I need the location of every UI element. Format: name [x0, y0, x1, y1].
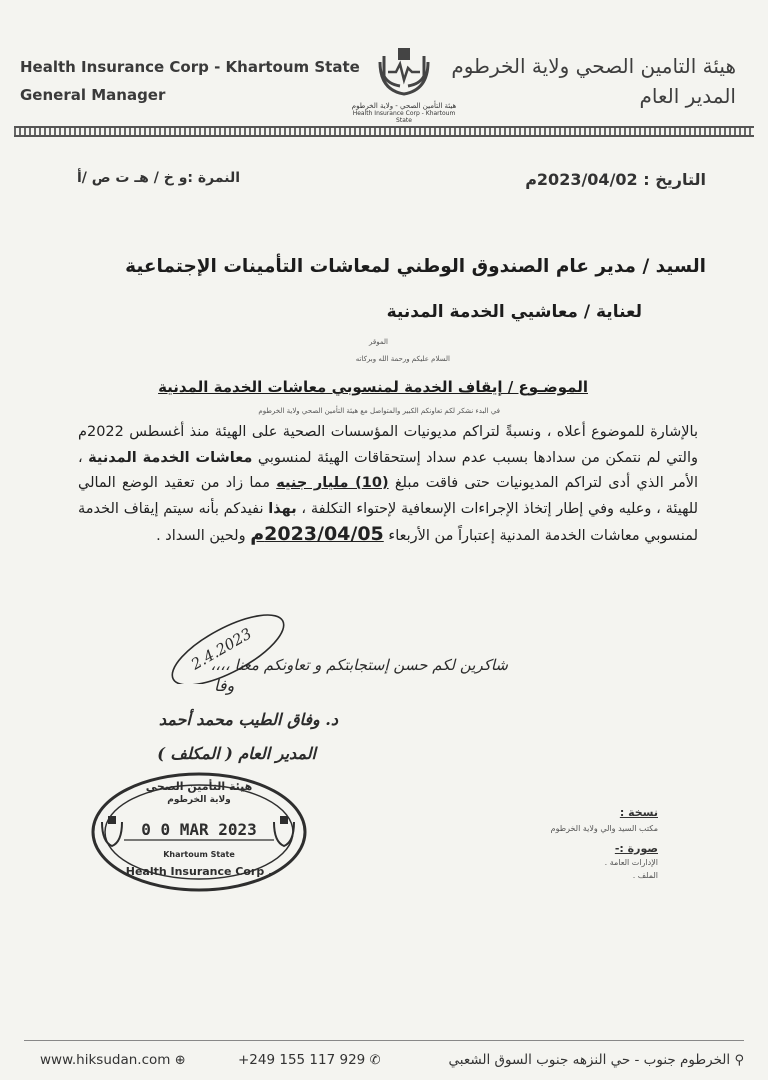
handwritten-date: 2.4.2023	[187, 624, 255, 674]
body-text-4: نفيدكم بأنه سيتم إيقاف الخدمة لمنسوبي معاشات الخدمة المدنية إعتباراً من الأربعاء	[78, 500, 698, 544]
stamp-org-en: Health Insurance Corp .	[125, 865, 273, 878]
body-text-1: بالإشارة للموضوع أعلاه ، ونسبةً لتراكم مديونيات المؤسسات الصحية على الهيئة منذ أغسطس 2022م والتي لم نتمكن من سدادها بسبب عدم سداد إستحقاقات الهيئة لمنسوبي	[78, 424, 699, 466]
reference-number: النمرة :و خ / هـ ت ص /أ	[76, 170, 240, 186]
official-stamp	[88, 770, 310, 894]
image-item-2: الملف .	[632, 871, 658, 880]
letter-body	[78, 420, 698, 550]
footer-divider	[24, 1040, 744, 1041]
stamp-date: 0 0 MAR 2023	[141, 820, 257, 839]
addressee-note: الموقر	[369, 338, 388, 346]
org-name-en: Health Insurance Corp - Khartoum State	[20, 58, 360, 76]
title-en: General Manager	[20, 86, 166, 104]
body-emphasis-amount: (10) مليار جنيه	[276, 475, 389, 491]
phone-text: +249 155 117 929	[238, 1052, 366, 1068]
handwritten-initials: وفا	[214, 676, 235, 695]
closing-line: شاكرين لكم حسن إستجابتكم و تعاونكم معنا ،،،،	[210, 656, 508, 674]
phone-icon: ✆	[369, 1053, 381, 1068]
website-text: www.hiksudan.com	[40, 1052, 171, 1068]
signatory-title: المدير العام ( المكلف )	[157, 744, 316, 763]
stamp-state-ar: ولاية الخرطوم	[167, 795, 231, 805]
copy-label: نسخة :	[619, 806, 658, 819]
footer-phone	[238, 1052, 380, 1068]
location-pin-icon: ⚲	[734, 1053, 744, 1068]
signatory-name: د. وفاق الطيب محمد أحمد	[158, 710, 338, 729]
addressee-line: السيد / مدير عام الصندوق الوطني لمعاشات التأمينات الإجتماعية	[125, 256, 706, 277]
subject-line: الموضـوع / إيقاف الخدمة لمنسوبي معاشات الخدمة المدنية	[158, 378, 588, 396]
header-divider	[14, 126, 754, 137]
image-item-1: الإدارات العامة .	[604, 858, 658, 867]
address-text: الخرطوم جنوب - حي النزهه جنوب السوق الشعبي	[448, 1052, 731, 1068]
image-label: صورة :-	[614, 842, 658, 855]
footer-website	[40, 1052, 186, 1068]
body-stop-date: 2023/04/05م	[250, 523, 384, 545]
attention-line: لعناية / معاشيي الخدمة المدنية	[386, 302, 642, 322]
letter-date: التاريخ : 2023/04/02م	[525, 170, 706, 189]
body-text-3: مما زاد من تعقيد الوضع المالي للهيئة ، وعليه وفي إطار إتخاذ الإجراءات الإسعافية لإحتواء التكلفة ،	[78, 475, 699, 517]
org-name-ar: هيئة التامين الصحي ولاية الخرطوم	[451, 54, 736, 78]
title-ar: المدير العام	[639, 84, 736, 108]
logo-caption-ar: هيئة التأمين الصحي - ولاية الخرطوم	[351, 102, 457, 110]
body-emphasis-3: بهذا	[268, 500, 297, 517]
stamp-org-ar: هيئة التأمين الصحي	[145, 780, 253, 793]
body-emphasis-1: معاشات الخدمة المدنية	[88, 449, 253, 466]
globe-icon: ⊕	[174, 1053, 186, 1068]
health-insurance-logo-icon	[374, 42, 434, 98]
logo	[348, 42, 460, 130]
thanks-note: في البدء نشكر لكم تعاونكم الكبير والمتواصل مع هيئة التأمين الصحي ولاية الخرطوم	[258, 407, 500, 415]
body-text-5: ولحين السداد .	[156, 528, 246, 544]
greeting-note: السلام عليكم ورحمة الله وبركاته	[355, 355, 450, 363]
body-text-2: ، الأمر الذي أدى لتراكم المديونيات حتى فاقت مبلغ	[78, 449, 699, 491]
logo-caption-en: Health Insurance Corp - Khartoum State	[352, 110, 456, 124]
stamp-city: Khartoum State	[163, 850, 235, 859]
copy-item: مكتب السيد والي ولاية الخرطوم	[550, 824, 658, 833]
footer-address	[449, 1052, 745, 1068]
